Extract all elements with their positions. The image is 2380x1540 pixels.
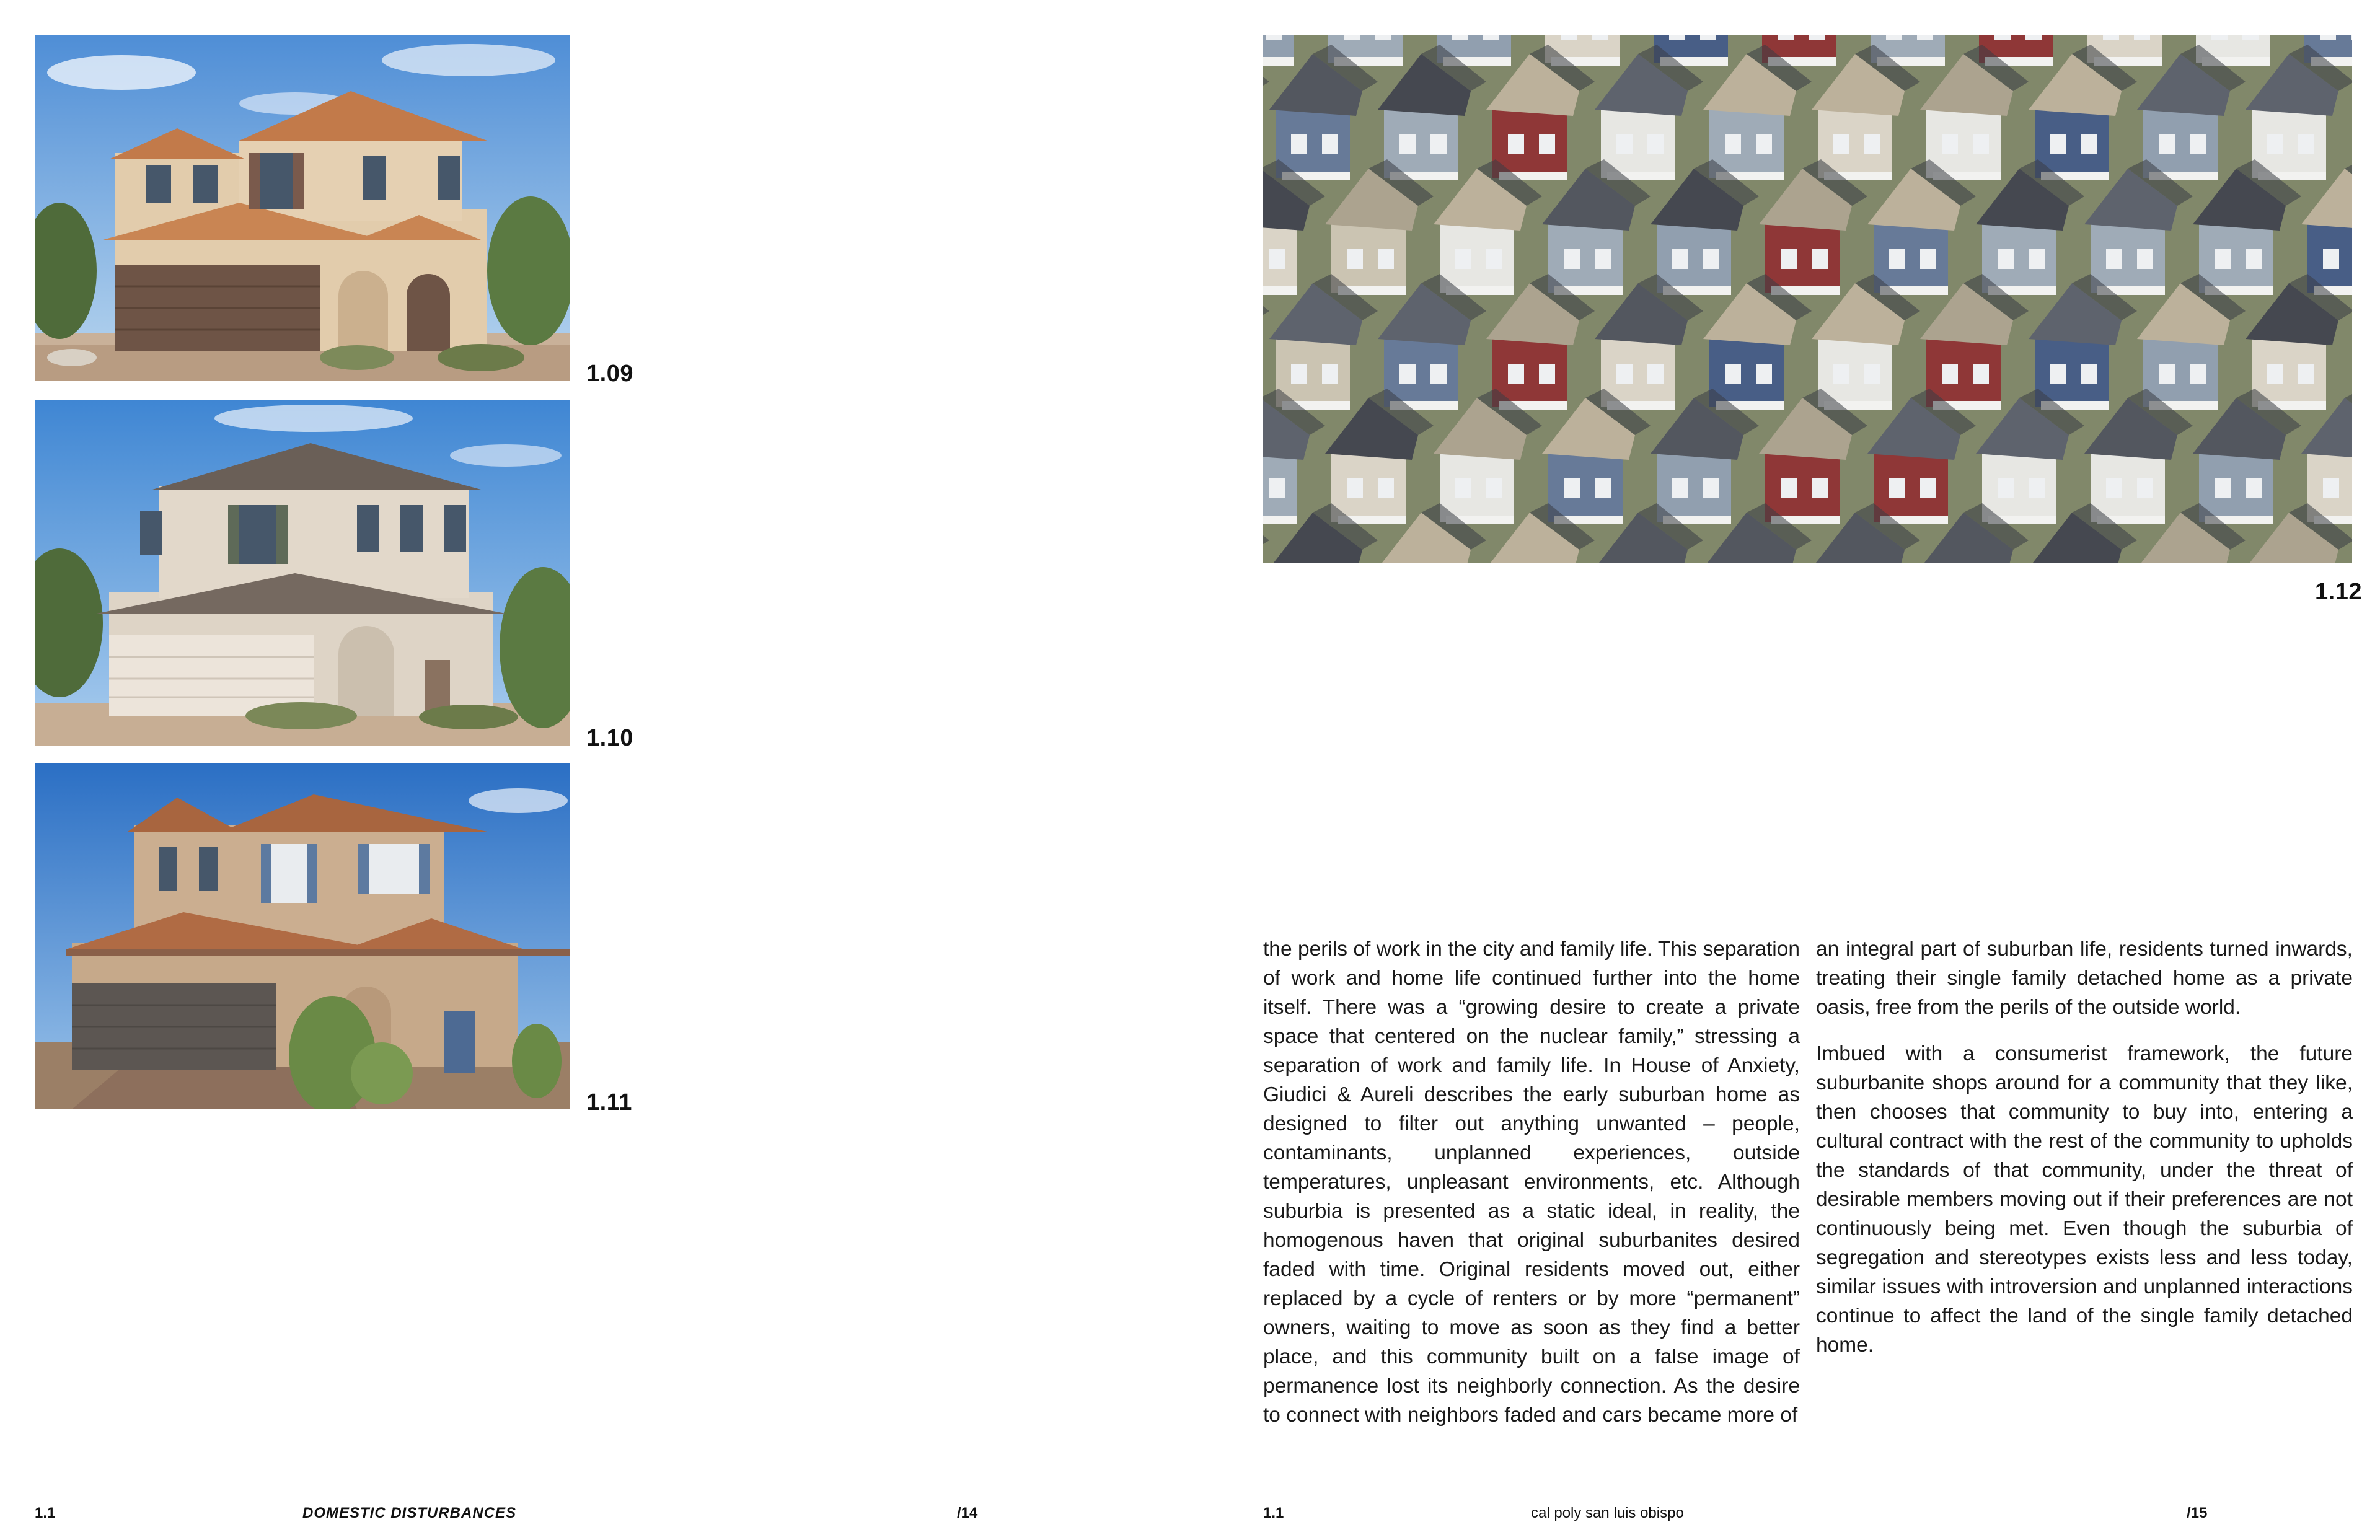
house-photo-1-09 (35, 35, 570, 381)
paragraph: the perils of work in the city and family life. This separation of work and home life continued further into the home itself. There was a “growing desire to create a private space that centered on the nuclear family,” stressing a separation of work and family life. In House of Anxiety, Giudici & Aureli describes the early suburban home as designed to filter out anything unwanted – people, contaminants, unplanned experiences, outside temperatures, unpleasant environments, etc. Although suburbia is presented as a static ideal, in reality, the homogenous haven that original suburbanites desired faded with time. Original residents moved out, either replaced by a cycle of renters or by more “permanent” owners, waiting to move as soon as they find a better place, and this community built on a false image of permanence lost its neighborly connection. As the desire to connect with neighbors faded and cars became more of (1263, 938, 1800, 1427)
footer-right-section: 1.1 (1263, 1505, 1284, 1521)
figure-label-1-11: 1.11 (586, 1089, 632, 1115)
paragraph: Imbued with a consumerist framework, the future suburbanite shops around for a community that they like, then chooses that community to buy into, entering a cultural contract with the rest of the community to upholds the standards of that community, under the threat of desirable members moving out if their preferences are not continuously being met. Even though the suburbia of segregation and stereotypes exists less and less today, similar issues with introversion and unplanned interactions continue to affect the land of the single family detached home. (1816, 1042, 2353, 1357)
house-photo-1-11 (35, 763, 570, 1109)
body-text-column-2 (1816, 935, 2353, 1377)
figure-label-1-12: 1.12 (2315, 579, 2362, 605)
footer-left-page-number: /14 (957, 1505, 978, 1521)
aerial-suburb-photo-1-12 (1263, 35, 2352, 563)
body-text-column-1 (1263, 935, 1800, 1447)
footer-right-title: cal poly san luis obispo (1531, 1505, 1684, 1521)
paragraph: an integral part of suburban life, residents turned inwards, treating their single family detached home as a private oasis, free from the perils of the outside world. (1816, 938, 2353, 1019)
figure-label-1-10: 1.10 (586, 725, 633, 751)
footer-right-page-number: /15 (2187, 1505, 2208, 1521)
footer-left-section: 1.1 (35, 1505, 56, 1521)
figure-label-1-09: 1.09 (586, 361, 633, 387)
footer-left-title: DOMESTIC DISTURBANCES (302, 1505, 517, 1521)
house-photo-1-10 (35, 400, 570, 746)
